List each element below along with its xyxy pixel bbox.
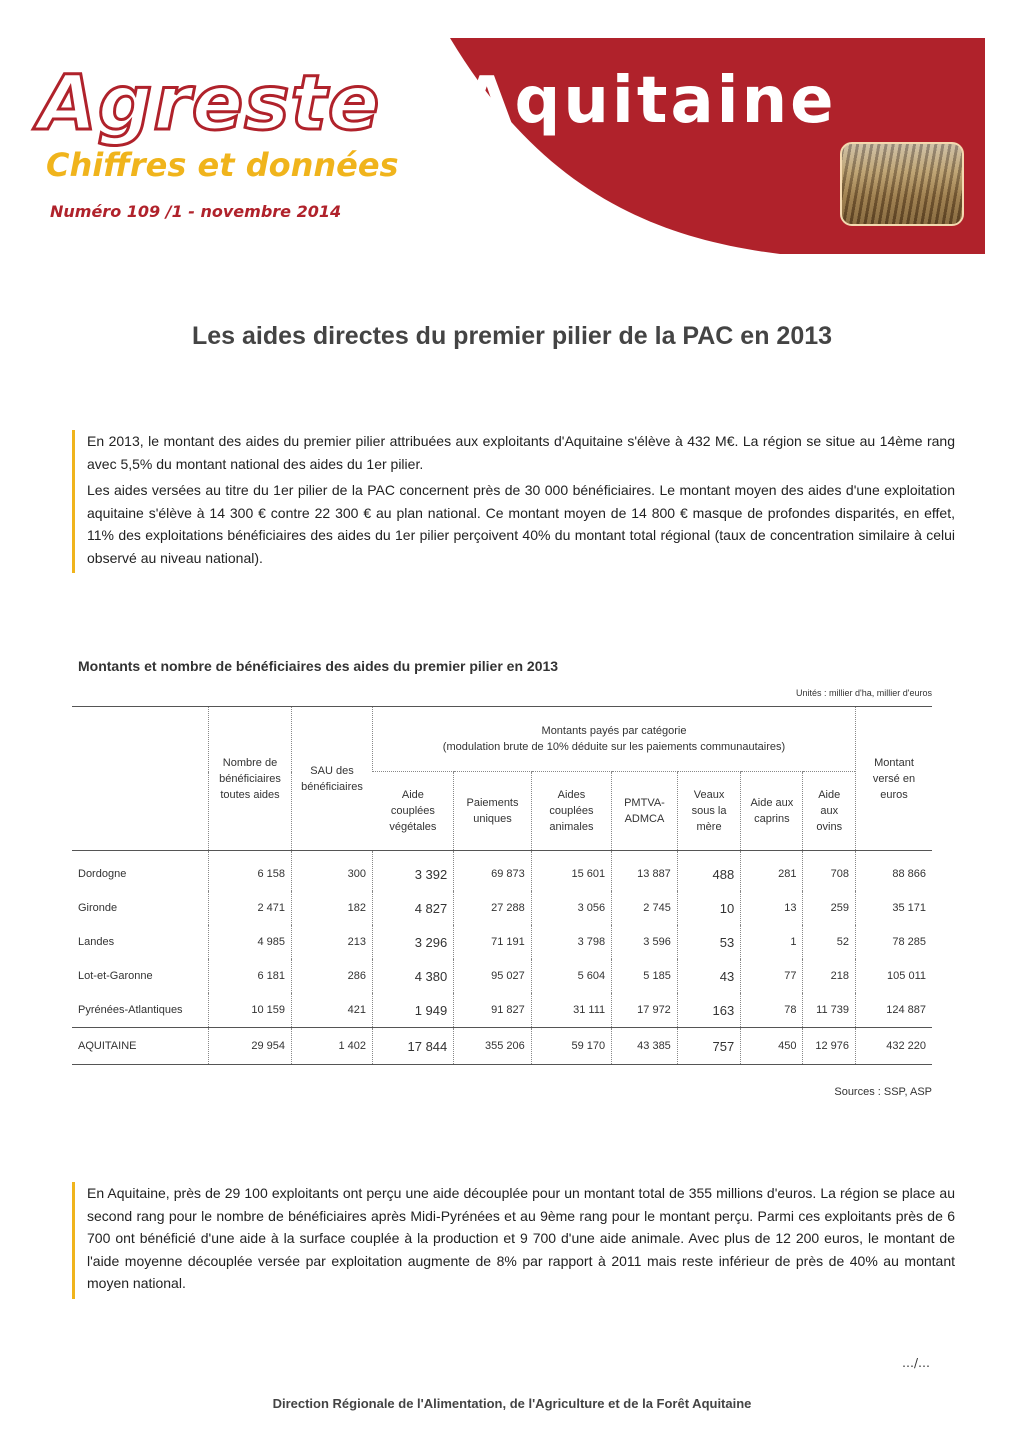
- table-cell: 43: [677, 959, 740, 993]
- table-cell: 12 976: [803, 1028, 856, 1065]
- table-cell: 432 220: [856, 1028, 933, 1065]
- col-sau: SAU des bénéficiaires: [292, 707, 373, 851]
- col-total: Montant versé en euros: [856, 707, 933, 851]
- table-cell: 17 972: [612, 993, 678, 1028]
- row-label: Landes: [78, 936, 115, 948]
- wheat-photo: [840, 142, 964, 226]
- table-cell: 6 158: [209, 851, 292, 892]
- intro-text: [72, 430, 955, 573]
- table-cell: 1 402: [292, 1028, 373, 1065]
- col-category: Aides couplées animales: [531, 772, 611, 851]
- col-category: Aide aux caprins: [741, 772, 803, 851]
- table-row: [72, 851, 932, 892]
- table-cell: 1: [741, 925, 803, 959]
- publication-subtitle: Chiffres et données: [46, 146, 399, 184]
- table-cell: 3 056: [531, 891, 611, 925]
- table-cell: 4 827: [373, 891, 454, 925]
- table-row: [72, 925, 932, 959]
- table-cell: 218: [803, 959, 856, 993]
- table-title: Montants et nombre de bénéficiaires des aides du premier pilier en 2013: [78, 658, 559, 674]
- row-label: AQUITAINE: [78, 1040, 137, 1052]
- row-label: Gironde: [78, 902, 118, 914]
- intro-paragraph-2: Les aides versées au titre du 1er pilier de la PAC concernent près de 30 000 bénéficiaires. Le montant moyen des aides d'une exploitation aquitaine s'élève à 14 300 € contre 22 300 € au plan national. Ce montant moyen de 14 800 € masque de profondes disparités, en effet, 11% des exploitations bénéficiaires des aides du 1er pilier perçoivent 40% du montant total régional (taux de concentration similaire à celui observé au niveau national).: [87, 482, 955, 566]
- table-cell: 27 288: [454, 891, 531, 925]
- table-cell: 43 385: [612, 1028, 678, 1065]
- table-cell: 1 949: [373, 993, 454, 1028]
- table-cell: 286: [292, 959, 373, 993]
- table-cell: 5 185: [612, 959, 678, 993]
- table-cell: 2 471: [209, 891, 292, 925]
- row-label: Pyrénées-Atlantiques: [78, 1004, 183, 1016]
- col-departement: [72, 707, 209, 851]
- col-beneficiaires: Nombre de bénéficiaires toutes aides: [209, 707, 292, 851]
- table-cell: 259: [803, 891, 856, 925]
- table-cell: 52: [803, 925, 856, 959]
- table-cell: 757: [677, 1028, 740, 1065]
- table-cell: 35 171: [856, 891, 933, 925]
- table-cell: 281: [741, 851, 803, 892]
- intro-paragraph-1: En 2013, le montant des aides du premier pilier attribuées aux exploitants d'Aquitaine s'élève à 432 M€. La région se situe au 14ème rang avec 5,5% du montant national des aides du 1er pilier.: [87, 433, 955, 472]
- table-cell: 3 798: [531, 925, 611, 959]
- table-cell: 3 596: [612, 925, 678, 959]
- page-title: Les aides directes du premier pilier de la PAC en 2013: [191, 322, 833, 350]
- table-cell: 31 111: [531, 993, 611, 1028]
- outro-text: [72, 1182, 955, 1299]
- table-cell: 15 601: [531, 851, 611, 892]
- table-cell: 6 181: [209, 959, 292, 993]
- table-cell: 17 844: [373, 1028, 454, 1065]
- footer-organization: Direction Régionale de l'Alimentation, de l'Agriculture et de la Forêt Aquitaine: [272, 1396, 752, 1411]
- table-cell: 69 873: [454, 851, 531, 892]
- table-cell: 213: [292, 925, 373, 959]
- row-label: Lot-et-Garonne: [78, 970, 153, 982]
- table-cell: 4 380: [373, 959, 454, 993]
- table-cell: 124 887: [856, 993, 933, 1028]
- row-label: Dordogne: [78, 868, 127, 880]
- table-row: [72, 1028, 932, 1065]
- col-category: Veaux sous la mère: [677, 772, 740, 851]
- table-cell: 182: [292, 891, 373, 925]
- table-cell: 91 827: [454, 993, 531, 1028]
- table-cell: 10: [677, 891, 740, 925]
- table-cell: 5 604: [531, 959, 611, 993]
- table-cell: 13: [741, 891, 803, 925]
- table-cell: 78: [741, 993, 803, 1028]
- table-cell: 421: [292, 993, 373, 1028]
- table-row: [72, 891, 932, 925]
- table-cell: 53: [677, 925, 740, 959]
- table-cell: 88 866: [856, 851, 933, 892]
- table-cell: 105 011: [856, 959, 933, 993]
- aid-table: [72, 706, 932, 1065]
- table-cell: 163: [677, 993, 740, 1028]
- table-cell: 11 739: [803, 993, 856, 1028]
- outro-paragraph: En Aquitaine, près de 29 100 exploitants ont perçu une aide découplée pour un montant total de 355 millions d'euros. La région se place au second rang pour le nombre de bénéficiaires après Midi-Pyrénées et au 9ème rang pour le montant perçu. Parmi ces exploitants près de 6 700 ont bénéficié d'une aide à la surface couplée à la production et 9 700 d'une aide animale. Avec plus de 12 200 euros, le montant de l'aide moyenne découplée versée par exploitation augmente de 8% par rapport à 2011 mais reste inférieur de près de 40% au montant moyen national.: [87, 1185, 955, 1291]
- table-cell: 488: [677, 851, 740, 892]
- logo-agreste: Agreste: [38, 58, 381, 147]
- table-cell: 95 027: [454, 959, 531, 993]
- issue-number: Numéro 109 /1 - novembre 2014: [50, 202, 342, 221]
- table-sources: Sources : SSP, ASP: [834, 1086, 932, 1098]
- col-category: Aide aux ovins: [803, 772, 856, 851]
- table-row: [72, 993, 932, 1028]
- logo-aquitaine: Aquitaine: [462, 64, 837, 138]
- table-cell: 708: [803, 851, 856, 892]
- col-category: Aide couplées végétales: [373, 772, 454, 851]
- table-cell: 59 170: [531, 1028, 611, 1065]
- table-cell: 77: [741, 959, 803, 993]
- table-cell: 71 191: [454, 925, 531, 959]
- table-cell: 10 159: [209, 993, 292, 1028]
- table-cell: 450: [741, 1028, 803, 1065]
- col-category: PMTVA-ADMCA: [612, 772, 678, 851]
- table-cell: 300: [292, 851, 373, 892]
- col-group-montants: [373, 707, 856, 772]
- table-row: [72, 959, 932, 993]
- table-cell: 3 296: [373, 925, 454, 959]
- table-cell: 3 392: [373, 851, 454, 892]
- table-cell: 13 887: [612, 851, 678, 892]
- table-cell: 29 954: [209, 1028, 292, 1065]
- continue-mark: …/…: [901, 1356, 930, 1370]
- table-units: Unités : millier d'ha, millier d'euros: [796, 688, 932, 698]
- table-cell: 355 206: [454, 1028, 531, 1065]
- group-note: (modulation brute de 10% déduite sur les paiements communautaires): [442, 741, 786, 753]
- table-cell: 4 985: [209, 925, 292, 959]
- group-label: Montants payés par catégorie: [541, 725, 687, 737]
- table-cell: 78 285: [856, 925, 933, 959]
- col-category: Paiements uniques: [454, 772, 531, 851]
- table-cell: 2 745: [612, 891, 678, 925]
